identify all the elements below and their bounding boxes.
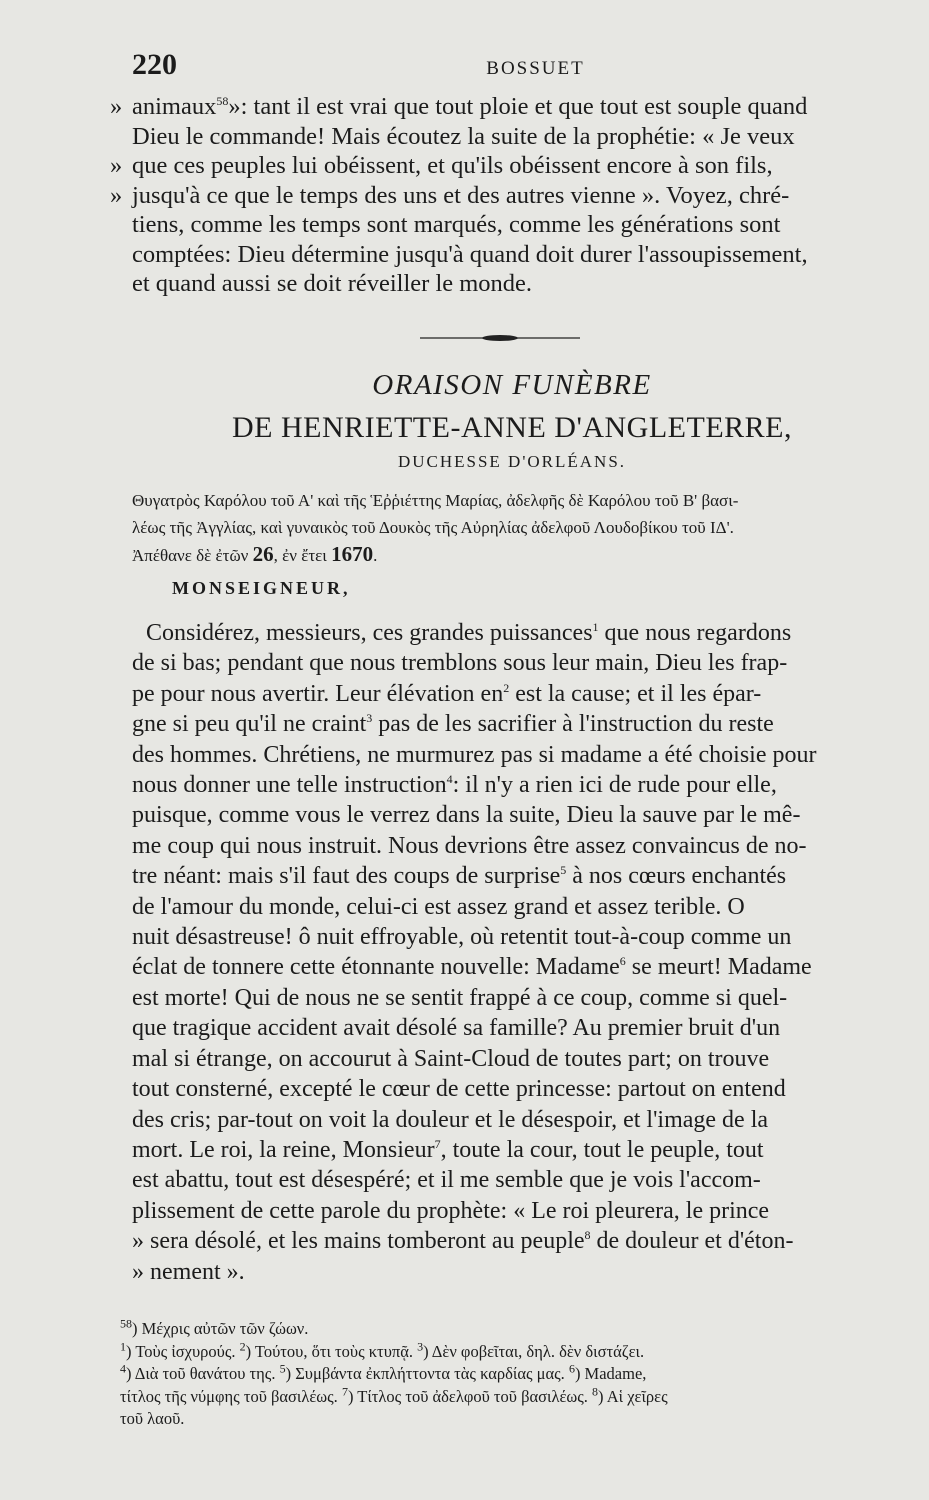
line-text: à nos cœurs enchantés bbox=[566, 863, 787, 890]
greek-summary bbox=[132, 487, 892, 569]
line-text: et quand aussi se doit réveiller le monde. bbox=[132, 270, 533, 297]
greek-summary-line: Ἀπέθανε δὲ ἐτῶν 26, ἐν ἔτει 1670. bbox=[132, 542, 378, 566]
text-line bbox=[132, 1044, 892, 1074]
oration-subtitle: DE HENRIETTE-ANNE D'ANGLETERRE, bbox=[232, 411, 792, 444]
footnote-line bbox=[120, 1363, 890, 1386]
intro-paragraph bbox=[110, 92, 892, 299]
footnote-number: 5 bbox=[279, 1361, 286, 1376]
line-text: Dieu le commande! Mais écoutez la suite de la prophétie: « Je veux bbox=[132, 122, 795, 150]
footnote-ref: 8 bbox=[584, 1228, 591, 1243]
footnotes bbox=[120, 1318, 890, 1431]
footnote-number: 1 bbox=[120, 1339, 126, 1353]
text-line bbox=[132, 800, 892, 830]
line-text: animaux bbox=[132, 93, 217, 120]
main-paragraph bbox=[132, 618, 892, 1287]
line-text: tiens, comme les temps sont marqués, comme les générations sont bbox=[132, 211, 781, 238]
footnote-ref: 3 bbox=[366, 711, 373, 726]
line-text: que nous regardons bbox=[598, 620, 792, 646]
line-text: est morte! Qui de nous ne se sentit frappé à ce coup, comme si quel- bbox=[132, 984, 788, 1011]
footnote-text: τοῦ λαοῦ. bbox=[120, 1409, 185, 1428]
footnote-line bbox=[120, 1341, 890, 1364]
greek-summary-line: λέως τῆς Ἀγγλίας, καὶ γυναικὸς τοῦ Δουκὸς τῆς Αὐρηλίας ἀδελφοῦ Λουδοβίκου τοῦ ΙΔ'. bbox=[132, 518, 734, 537]
line-text: de si bas; pendant que nous tremblons sous leur main, Dieu les frap- bbox=[132, 650, 788, 677]
text-line bbox=[132, 679, 892, 709]
footnote-number: 3 bbox=[417, 1339, 424, 1353]
text-line bbox=[132, 618, 892, 648]
text-line bbox=[132, 952, 892, 982]
footnote-text: ) Δὲν φοβεῖται, δηλ. δὲν διστάζει. bbox=[423, 1341, 645, 1361]
line-text: pas de les sacrifier à l'instruction du reste bbox=[372, 711, 774, 738]
text-line bbox=[132, 1135, 892, 1165]
line-text: se meurt! Madame bbox=[625, 954, 812, 981]
footnote-line bbox=[120, 1386, 890, 1409]
line-text: tout consterné, excepté le cœur de cette princesse: partout on entend bbox=[132, 1076, 786, 1103]
footnote-number: 7 bbox=[341, 1384, 348, 1398]
text-line bbox=[132, 122, 892, 152]
line-text: tre néant: mais s'il faut des coups de surprise bbox=[132, 863, 561, 890]
text-line: » jusqu'à ce que le temps des uns et des autres vienne ». Voyez, chré- bbox=[110, 181, 790, 209]
text-line bbox=[132, 240, 892, 270]
text-line bbox=[132, 740, 892, 770]
line-text: Considérez, messieurs, ces grandes puissances bbox=[146, 620, 593, 646]
text-line bbox=[132, 892, 892, 922]
line-text: est abattu, tout est désespéré; et il me semble que je vois l'accom- bbox=[132, 1167, 761, 1194]
footnote-text: ) Συμβάντα ἐκπλήττοντα τὰς καρδίας μας. bbox=[285, 1364, 569, 1383]
text-line bbox=[132, 770, 892, 800]
footnote-number: 8 bbox=[592, 1384, 599, 1398]
footnote-text: ) Τούτου, ὅτι τοὺς κτυπᾷ. bbox=[245, 1341, 418, 1361]
line-text: des cris; par-tout on voit la douleur et le désespoir, et l'image de la bbox=[132, 1106, 769, 1133]
line-text: éclat de tonnere cette étonnante nouvelle: Madame bbox=[132, 954, 620, 981]
text-line bbox=[132, 831, 892, 861]
text-line bbox=[132, 648, 892, 678]
footnote-ref: 7 bbox=[434, 1136, 441, 1151]
footnote-ref: 6 bbox=[619, 954, 626, 969]
text-line bbox=[132, 269, 892, 299]
line-text: mort. Le roi, la reine, Monsieur bbox=[132, 1136, 435, 1163]
line-text: que tragique accident avait désolé sa famille? Au premier bruit d'un bbox=[132, 1015, 781, 1042]
line-text: puisque, comme vous le verrez dans la suite, Dieu la sauve par le mê- bbox=[132, 802, 801, 829]
text-line bbox=[132, 861, 892, 891]
text-line bbox=[132, 922, 892, 952]
line-text: : il n'y a rien ici de rude pour elle, bbox=[452, 772, 777, 799]
line-text: me coup qui nous instruit. Nous devrions être assez convaincus de no- bbox=[132, 832, 807, 859]
text-line bbox=[132, 1074, 892, 1104]
line-text: nuit désastreuse! ô nuit effroyable, où retentit tout-à-coup comme un bbox=[132, 924, 792, 951]
footnote-number: 6 bbox=[568, 1361, 575, 1376]
line-text: , toute la cour, tout le peuple, tout bbox=[440, 1136, 764, 1163]
page-header bbox=[132, 48, 899, 88]
line-text: que ces peuples lui obéissent, et qu'ils obéissent encore à son fils, bbox=[132, 152, 773, 179]
line-text: mal si étrange, on accourut à Saint-Cloud de toutes part; on trouve bbox=[132, 1045, 770, 1072]
footnote-ref: 58 bbox=[216, 93, 229, 108]
text-line bbox=[132, 1226, 892, 1256]
footnote-text: ) Μέχρις αὐτῶν τῶν ζώων. bbox=[132, 1319, 309, 1338]
line-text: est la cause; et il les épar- bbox=[509, 680, 762, 707]
text-line bbox=[132, 1257, 892, 1287]
line-text: pe pour nous avertir. Leur élévation en bbox=[132, 680, 504, 707]
footnote-ref: 2 bbox=[503, 680, 510, 695]
text-line bbox=[132, 709, 892, 739]
greek-summary-line: Θυγατρὸς Καρόλου τοῦ Α' καὶ τῆς Ἑῤῥιέττης Μαρίας, ἀδελφῆς δὲ Καρόλου τοῦ Β' βασι- bbox=[132, 491, 739, 510]
line-text: comptées: Dieu détermine jusqu'à quand doit durer l'assoupissement, bbox=[132, 240, 808, 268]
footnote-ref: 5 bbox=[560, 863, 567, 878]
text-line bbox=[132, 1105, 892, 1135]
year: 1670 bbox=[331, 542, 374, 566]
text-line bbox=[132, 1196, 892, 1226]
line-text: des hommes. Chrétiens, ne murmurez pas si madame a été choisie pour bbox=[132, 741, 817, 768]
line-text: de douleur et d'éton- bbox=[590, 1228, 794, 1255]
text-line bbox=[132, 1165, 892, 1195]
footnote-text: τίτλος τῆς νύμφης τοῦ βασιλέως. bbox=[120, 1386, 342, 1406]
footnote-number: 58 bbox=[120, 1316, 132, 1331]
text-line bbox=[132, 983, 892, 1013]
footnote-number: 4 bbox=[120, 1361, 126, 1376]
ornamental-rule bbox=[420, 333, 580, 343]
oration-title: ORAISON FUNÈBRE bbox=[372, 369, 652, 401]
line-text: de l'amour du monde, celui-ci est assez grand et assez terible. O bbox=[132, 893, 745, 920]
footnote-text: ) Τοὺς ἰσχυρούς. bbox=[126, 1341, 240, 1361]
line-text: nous donner une telle instruction bbox=[132, 772, 447, 799]
footnote-ref: 4 bbox=[446, 772, 453, 787]
footnote-text: ) Τίτλος τοῦ ἀδελφοῦ τοῦ βασιλέως. bbox=[347, 1386, 593, 1406]
footnote-text: ) Αἱ χεῖρες bbox=[598, 1386, 668, 1406]
text-line bbox=[132, 1013, 892, 1043]
line-text: »: tant il est vrai que tout ploie et que tout est souple quand bbox=[228, 93, 808, 120]
footnote-ref: 1 bbox=[592, 620, 599, 634]
text-line bbox=[132, 210, 892, 240]
line-text: plissement de cette parole du prophète: « Le roi pleurera, le prince bbox=[132, 1197, 770, 1224]
running-head: BOSSUET bbox=[486, 58, 585, 79]
line-text: » nement ». bbox=[132, 1258, 245, 1285]
line-text: gne si peu qu'il ne craint bbox=[132, 711, 367, 738]
footnote-line bbox=[120, 1408, 890, 1431]
line-text: jusqu'à ce que le temps des uns et des autres vienne ». Voyez, chré- bbox=[132, 181, 790, 209]
text-line: » que ces peuples lui obéissent, et qu'ils obéissent encore à son fils, bbox=[110, 152, 773, 179]
page-number: 220 bbox=[132, 48, 177, 81]
footnote-number: 2 bbox=[239, 1339, 246, 1353]
footnote-line bbox=[120, 1318, 890, 1341]
footnote-text: ) Διὰ τοῦ θανάτου της. bbox=[126, 1364, 280, 1383]
footnote-text: ) Madame, bbox=[574, 1364, 647, 1383]
salutation: MONSEIGNEUR, bbox=[172, 578, 351, 598]
text-line: » animaux$^{58}$»: tant il est vrai que tout ploie et que tout est souple quand bbox=[110, 93, 808, 120]
oration-duchess-line: DUCHESSE D'ORLÉANS. bbox=[397, 452, 627, 471]
age: 26 bbox=[252, 542, 274, 566]
line-text: » sera désolé, et les mains tomberont au peuple bbox=[132, 1228, 585, 1255]
